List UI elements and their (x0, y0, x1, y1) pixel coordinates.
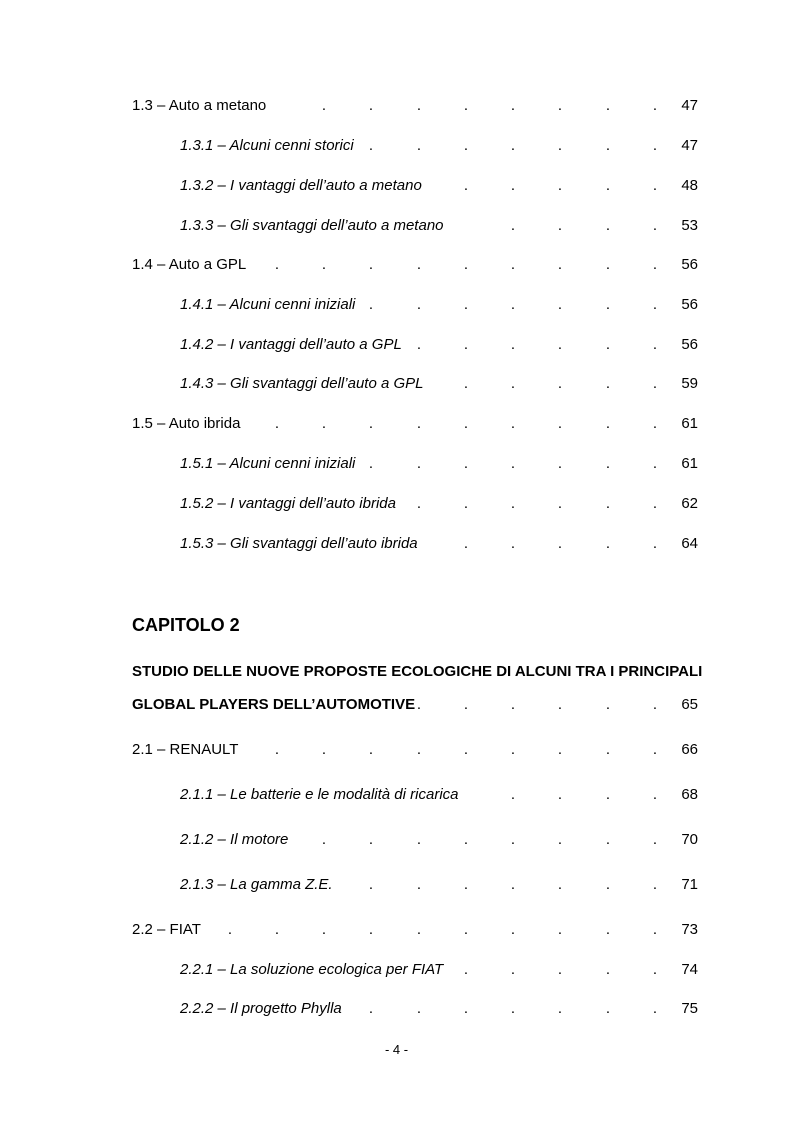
dot-leader: . (416, 741, 422, 758)
dot-leader: . (557, 256, 563, 273)
dot-leader: . (605, 336, 611, 353)
toc-page-number: 66 (681, 741, 698, 758)
dot-leader: . (652, 876, 658, 893)
dot-leader: . (557, 696, 563, 713)
chapter-heading-line-1: STUDIO DELLE NUOVE PROPOSTE ECOLOGICHE DI ALCUNI TRA I PRINCIPALI (132, 663, 703, 680)
dot-leader: . (416, 876, 422, 893)
dot-leader: . (652, 831, 658, 848)
dot-leader: . (557, 1000, 563, 1017)
toc-entry-2-1-1 (0, 783, 793, 807)
dot-leader: . (652, 495, 658, 512)
toc-entry-1-4-3 (0, 372, 793, 396)
dot-leader: . (605, 741, 611, 758)
toc-label: 2.2 – FIAT (132, 921, 201, 938)
toc-page-number: 47 (681, 97, 698, 114)
dot-leader: . (274, 415, 280, 432)
dot-leader: . (652, 256, 658, 273)
dot-leader: . (557, 876, 563, 893)
toc-label: 1.3 – Auto a metano (132, 97, 267, 114)
toc-page-number: 68 (681, 786, 698, 803)
toc-page-number: 65 (681, 696, 698, 713)
chapter-title: CAPITOLO 2 (132, 615, 240, 635)
dot-leader: . (605, 786, 611, 803)
dot-leader: . (510, 177, 516, 194)
dot-leader: . (368, 921, 374, 938)
toc-page-number: 61 (681, 415, 698, 432)
dot-leader: . (368, 137, 374, 154)
dot-leader: . (557, 336, 563, 353)
dot-leader: . (652, 921, 658, 938)
dot-leader: . (652, 415, 658, 432)
dot-leader: . (557, 786, 563, 803)
dot-leader: . (321, 741, 327, 758)
dot-leader: . (652, 741, 658, 758)
dot-leader: . (274, 256, 280, 273)
dot-leader: . (652, 786, 658, 803)
dot-leader: . (463, 495, 469, 512)
toc-page-number: 71 (681, 876, 698, 893)
dot-leader: . (605, 1000, 611, 1017)
toc-page-number: 56 (681, 336, 698, 353)
dot-leader: . (652, 177, 658, 194)
dot-leader: . (416, 97, 422, 114)
toc-label: 2.2.1 – La soluzione ecologica per FIAT (180, 961, 444, 978)
toc-entry-2-1-3 (0, 873, 793, 897)
dot-leader: . (416, 455, 422, 472)
dot-leader: . (368, 455, 374, 472)
dot-leader: . (463, 296, 469, 313)
dot-leader: . (463, 741, 469, 758)
dot-leader: . (652, 696, 658, 713)
dot-leader: . (510, 741, 516, 758)
dot-leader: . (652, 375, 658, 392)
dot-leader: . (510, 137, 516, 154)
dot-leader: . (510, 831, 516, 848)
dot-leader: . (557, 831, 563, 848)
dot-leader: . (416, 696, 422, 713)
dot-leader: . (368, 741, 374, 758)
dot-leader: . (463, 177, 469, 194)
toc-page-number: 47 (681, 137, 698, 154)
dot-leader: . (557, 495, 563, 512)
dot-leader: . (510, 455, 516, 472)
dot-leader: . (463, 831, 469, 848)
dot-leader: . (416, 831, 422, 848)
dot-leader: . (463, 876, 469, 893)
dot-leader: . (652, 961, 658, 978)
dot-leader: . (605, 217, 611, 234)
toc-label: 2.2.2 – Il progetto Phylla (180, 1000, 342, 1017)
dot-leader: . (557, 137, 563, 154)
toc-page-number: 56 (681, 296, 698, 313)
dot-leader: . (652, 217, 658, 234)
toc-page-number: 74 (681, 961, 698, 978)
toc-page-number: 70 (681, 831, 698, 848)
dot-leader: . (652, 296, 658, 313)
dot-leader: . (463, 696, 469, 713)
toc-entry-1-3-3 (0, 214, 793, 238)
dot-leader: . (605, 495, 611, 512)
toc-entry-1-5-3 (0, 532, 793, 556)
dot-leader: . (557, 97, 563, 114)
dot-leader: . (510, 495, 516, 512)
toc-label: 1.3.1 – Alcuni cenni storici (180, 137, 354, 154)
dot-leader: . (557, 921, 563, 938)
dot-leader: . (605, 455, 611, 472)
dot-leader: . (416, 495, 422, 512)
dot-leader: . (605, 831, 611, 848)
toc-label: 1.4.1 – Alcuni cenni iniziali (180, 296, 356, 313)
toc-label: 1.5.3 – Gli svantaggi dell’auto ibrida (180, 535, 418, 552)
dot-leader: . (463, 97, 469, 114)
dot-leader: . (510, 296, 516, 313)
dot-leader: . (416, 415, 422, 432)
dot-leader: . (605, 696, 611, 713)
dot-leader: . (321, 256, 327, 273)
toc-label: 1.5.1 – Alcuni cenni iniziali (180, 455, 356, 472)
toc-entry-1-5 (0, 412, 793, 436)
toc-page-number: 73 (681, 921, 698, 938)
toc-label: 2.1.3 – La gamma Z.E. (180, 876, 333, 893)
toc-entry-1-4-1 (0, 293, 793, 317)
dot-leader: . (321, 415, 327, 432)
dot-leader: . (510, 415, 516, 432)
chapter-heading-line-2: GLOBAL PLAYERS DELL’AUTOMOTIVE (132, 696, 416, 713)
toc-page-number: 56 (681, 256, 698, 273)
chapter-heading-line-2-row (0, 693, 793, 717)
dot-leader: . (321, 831, 327, 848)
dot-leader: . (368, 415, 374, 432)
toc-entry-1-5-1 (0, 452, 793, 476)
dot-leader: . (463, 375, 469, 392)
dot-leader: . (274, 921, 280, 938)
dot-leader: . (557, 217, 563, 234)
toc-entry-1-3-1 (0, 134, 793, 158)
toc-entry-1-4-2 (0, 333, 793, 357)
toc-label: 1.4.2 – I vantaggi dell’auto a GPL (180, 336, 402, 353)
dot-leader: . (510, 1000, 516, 1017)
dot-leader: . (652, 1000, 658, 1017)
dot-leader: . (321, 921, 327, 938)
dot-leader: . (510, 97, 516, 114)
toc-entry-1-3 (0, 94, 793, 118)
dot-leader: . (416, 296, 422, 313)
dot-leader: . (510, 535, 516, 552)
dot-leader: . (416, 137, 422, 154)
dot-leader: . (274, 741, 280, 758)
dot-leader: . (510, 876, 516, 893)
dot-leader: . (416, 1000, 422, 1017)
toc-entry-2-1 (0, 738, 793, 762)
dot-leader: . (368, 1000, 374, 1017)
dot-leader: . (652, 336, 658, 353)
dot-leader: . (557, 296, 563, 313)
toc-page-number: 53 (681, 217, 698, 234)
toc-entry-1-5-2 (0, 492, 793, 516)
dot-leader: . (557, 455, 563, 472)
toc-label: 1.5.2 – I vantaggi dell’auto ibrida (180, 495, 396, 512)
dot-leader: . (463, 535, 469, 552)
dot-leader: . (510, 961, 516, 978)
dot-leader: . (557, 415, 563, 432)
dot-leader: . (605, 415, 611, 432)
toc-page-number: 48 (681, 177, 698, 194)
dot-leader: . (605, 961, 611, 978)
dot-leader: . (605, 535, 611, 552)
dot-leader: . (368, 876, 374, 893)
toc-entry-2-1-2 (0, 828, 793, 852)
dot-leader: . (463, 1000, 469, 1017)
dot-leader: . (605, 876, 611, 893)
toc-page-number: 62 (681, 495, 698, 512)
dot-leader: . (510, 921, 516, 938)
toc-entry-2-2-1 (0, 958, 793, 982)
dot-leader: . (416, 921, 422, 938)
toc-label: 2.1.2 – Il motore (180, 831, 289, 848)
dot-leader: . (416, 256, 422, 273)
dot-leader: . (605, 375, 611, 392)
dot-leader: . (510, 217, 516, 234)
dot-leader: . (557, 535, 563, 552)
dot-leader: . (510, 696, 516, 713)
dot-leader: . (652, 97, 658, 114)
toc-label: 2.1.1 – Le batterie e le modalità di ricarica (180, 786, 459, 803)
dot-leader: . (463, 921, 469, 938)
toc-label: 1.4 – Auto a GPL (132, 256, 247, 273)
dot-leader: . (368, 256, 374, 273)
dot-leader: . (510, 375, 516, 392)
dot-leader: . (652, 535, 658, 552)
dot-leader: . (368, 97, 374, 114)
dot-leader: . (416, 336, 422, 353)
toc-entry-2-2 (0, 918, 793, 942)
toc-label: 2.1 – RENAULT (132, 741, 239, 758)
dot-leader: . (557, 375, 563, 392)
toc-entry-1-3-2 (0, 174, 793, 198)
toc-label: 1.3.2 – I vantaggi dell’auto a metano (180, 177, 422, 194)
dot-leader: . (557, 741, 563, 758)
toc-label: 1.4.3 – Gli svantaggi dell’auto a GPL (180, 375, 424, 392)
dot-leader: . (463, 336, 469, 353)
dot-leader: . (605, 137, 611, 154)
toc-entry-2-2-2 (0, 997, 793, 1021)
dot-leader: . (652, 455, 658, 472)
dot-leader: . (227, 921, 233, 938)
page-number-footer: - 4 - (384, 1042, 409, 1057)
dot-leader: . (368, 296, 374, 313)
dot-leader: . (605, 921, 611, 938)
dot-leader: . (463, 415, 469, 432)
dot-leader: . (321, 97, 327, 114)
toc-page-number: 59 (681, 375, 698, 392)
dot-leader: . (463, 256, 469, 273)
dot-leader: . (510, 256, 516, 273)
dot-leader: . (463, 455, 469, 472)
dot-leader: . (605, 177, 611, 194)
dot-leader: . (510, 336, 516, 353)
dot-leader: . (652, 137, 658, 154)
toc-page-number: 64 (681, 535, 698, 552)
dot-leader: . (557, 177, 563, 194)
dot-leader: . (605, 97, 611, 114)
dot-leader: . (368, 831, 374, 848)
toc-label: 1.5 – Auto ibrida (132, 415, 241, 432)
dot-leader: . (605, 256, 611, 273)
dot-leader: . (463, 961, 469, 978)
toc-entry-1-4 (0, 253, 793, 277)
dot-leader: . (510, 786, 516, 803)
dot-leader: . (605, 296, 611, 313)
dot-leader: . (463, 137, 469, 154)
toc-page-number: 61 (681, 455, 698, 472)
dot-leader: . (557, 961, 563, 978)
toc-label: 1.3.3 – Gli svantaggi dell’auto a metano (180, 217, 444, 234)
toc-page-number: 75 (681, 1000, 698, 1017)
